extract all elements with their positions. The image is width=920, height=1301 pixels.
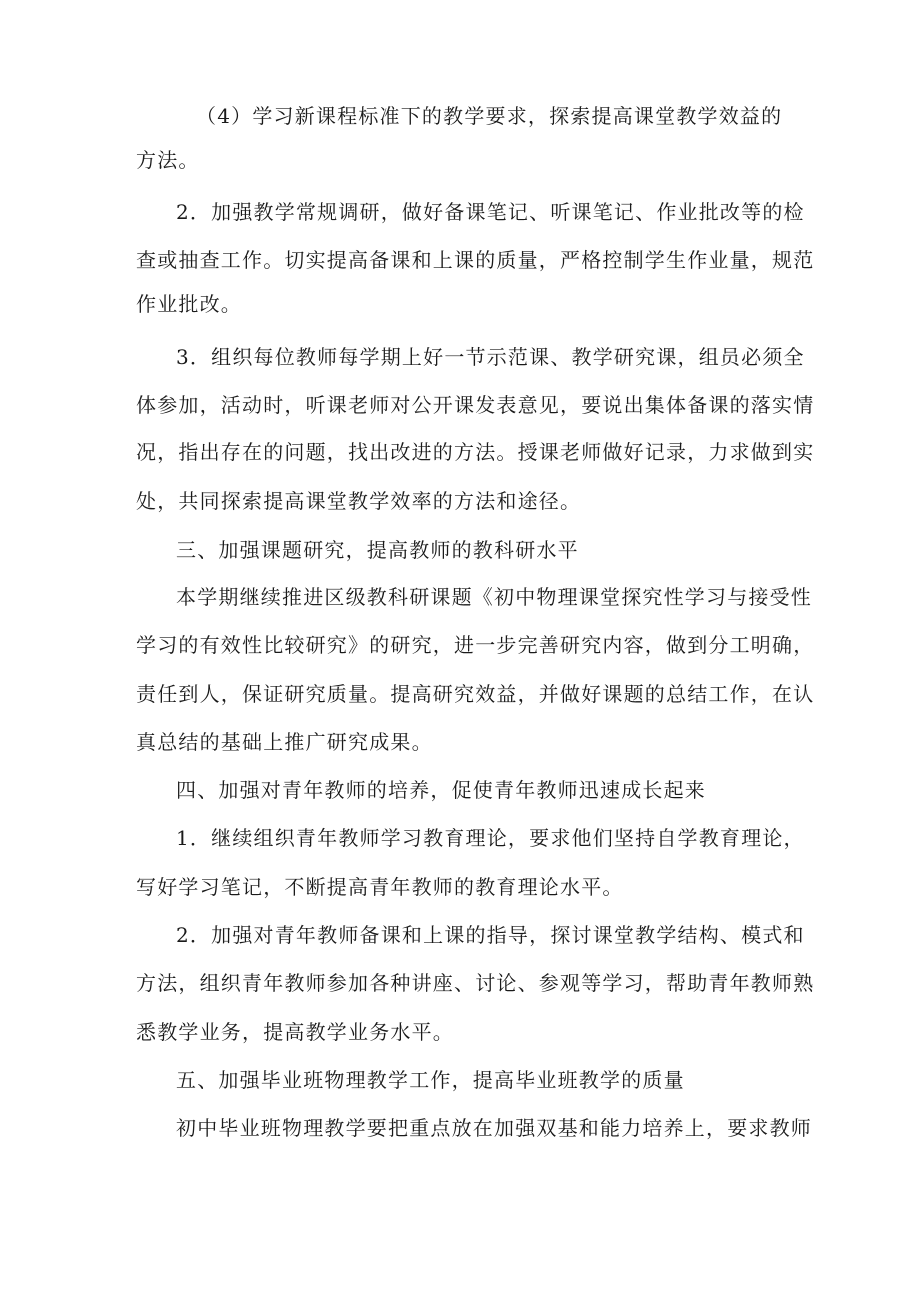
text-line: 3．组织每位教师每学期上好一节示范课、教学研究课，组员必须全: [176, 345, 805, 369]
text-line: （4）学习新课程标准下的教学要求，探索提高课堂教学效益的: [196, 104, 783, 128]
text-line: 方法。: [136, 148, 200, 172]
text-line: 查或抽查工作。切实提高备课和上课的质量，严格控制学生作业量，规范: [136, 248, 815, 272]
section-heading: 五、加强毕业班物理教学工作，提高毕业班教学的质量: [176, 1068, 685, 1092]
text-line: 2．加强教学常规调研，做好备课笔记、听课笔记、作业批改等的检: [176, 200, 805, 224]
text-line: 悉教学业务，提高教学业务水平。: [136, 1020, 454, 1044]
text-line: 学习的有效性比较研究》的研究，进一步完善研究内容，做到分工明确，: [136, 633, 815, 657]
text-line: 体参加，活动时，听课老师对公开课发表意见，要说出集体备课的落实情: [136, 393, 815, 417]
section-heading: 四、加强对青年教师的培养，促使青年教师迅速成长起来: [176, 778, 706, 802]
text-line: 1．继续组织青年教师学习教育理论，要求他们坚持自学教育理论，: [176, 826, 805, 850]
text-line: 本学期继续推进区级教科研课题《初中物理课堂探究性学习与接受性: [176, 585, 812, 609]
section-heading: 三、加强课题研究，提高教师的教科研水平: [176, 538, 579, 562]
text-line: 写好学习笔记，不断提高青年教师的教育理论水平。: [136, 875, 624, 899]
text-line: 初中毕业班物理教学要把重点放在加强双基和能力培养上，要求教师: [176, 1116, 812, 1140]
text-line: 况，指出存在的问题，找出改进的方法。授课老师做好记录，力求做到实: [136, 440, 815, 464]
text-line: 2．加强对青年教师备课和上课的指导，探讨课堂教学结构、模式和: [176, 923, 805, 947]
text-line: 作业批改。: [136, 292, 242, 316]
text-line: 方法，组织青年教师参加各种讲座、讨论、参观等学习，帮助青年教师熟: [136, 971, 815, 995]
text-line: 真总结的基础上推广研究成果。: [136, 730, 433, 754]
text-line: 处，共同探索提高课堂教学效率的方法和途径。: [136, 489, 582, 513]
text-line: 责任到人，保证研究质量。提高研究效益，并做好课题的总结工作，在认: [136, 682, 815, 706]
